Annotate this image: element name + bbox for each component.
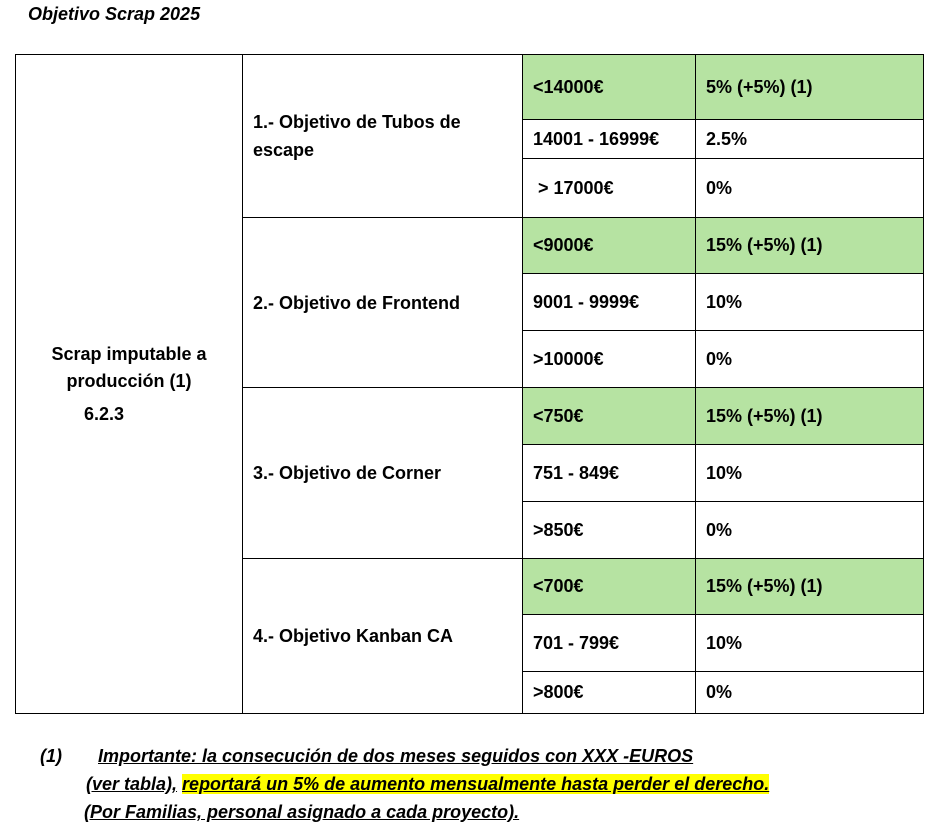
- main-category-code: 6.2.3: [84, 403, 125, 424]
- document-title: Objetivo Scrap 2025: [28, 4, 201, 24]
- objective-label: 2.- Objetivo de Frontend: [243, 218, 523, 388]
- range-cell: >800€: [523, 672, 696, 714]
- table-row: [16, 55, 924, 120]
- range-cell: <750€: [523, 388, 696, 445]
- percent-cell: 10%: [696, 274, 924, 331]
- range-cell: 701 - 799€: [523, 615, 696, 672]
- range-cell: > 17000€: [523, 159, 696, 218]
- percent-cell: 0%: [696, 331, 924, 388]
- range-cell: <14000€: [523, 55, 696, 120]
- range-cell: 14001 - 16999€: [523, 120, 696, 159]
- percent-cell: 15% (+5%) (1): [696, 388, 924, 445]
- objective-label: 1.- Objetivo de Tubos de escape: [243, 55, 523, 218]
- footnote-marker: (1): [40, 746, 62, 766]
- scrap-objectives-table: [15, 54, 924, 714]
- percent-cell: 10%: [696, 445, 924, 502]
- footnote-text-3: (Por Familias, personal asignado a cada proyecto).: [84, 802, 520, 822]
- main-category-label: Scrap imputable a producción (1): [51, 343, 207, 391]
- footnote-line-2: [40, 770, 769, 798]
- range-cell: <700€: [523, 559, 696, 615]
- percent-cell: 0%: [696, 502, 924, 559]
- footnote-text-2-plain: (ver tabla),: [86, 774, 178, 794]
- footnote: [40, 742, 769, 826]
- objective-label: 3.- Objetivo de Corner: [243, 388, 523, 559]
- range-cell: >850€: [523, 502, 696, 559]
- percent-cell: 15% (+5%) (1): [696, 218, 924, 274]
- percent-cell: 5% (+5%) (1): [696, 55, 924, 120]
- range-cell: >10000€: [523, 331, 696, 388]
- percent-cell: 2.5%: [696, 120, 924, 159]
- objective-label: 4.- Objetivo Kanban CA: [243, 559, 523, 714]
- percent-cell: 10%: [696, 615, 924, 672]
- footnote-text-2-highlight: reportará un 5% de aumento mensualmente hasta perder el derecho.: [182, 774, 770, 794]
- footnote-line-1: [40, 742, 769, 770]
- main-category-cell: [16, 55, 243, 714]
- percent-cell: 0%: [696, 159, 924, 218]
- range-cell: 751 - 849€: [523, 445, 696, 502]
- range-cell: 9001 - 9999€: [523, 274, 696, 331]
- range-cell: <9000€: [523, 218, 696, 274]
- percent-cell: 0%: [696, 672, 924, 714]
- footnote-text-1: Importante: la consecución de dos meses seguidos con XXX -EUROS: [98, 746, 694, 766]
- percent-cell: 15% (+5%) (1): [696, 559, 924, 615]
